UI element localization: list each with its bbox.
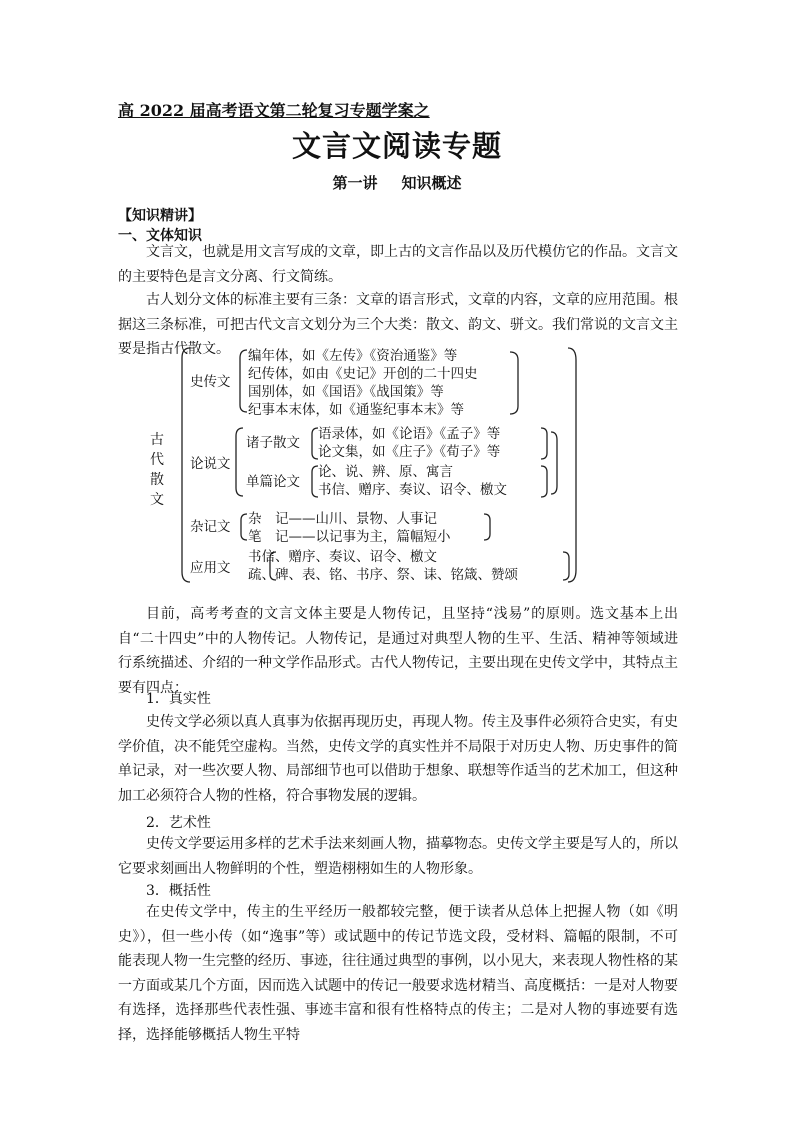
paragraph: 史传文学必须以真人真事为依据再现历史，再现人物。传主及事件必须符合史实，有史学价值，决不能凭空虚构。当然，史传文学的真实性并不局限于对历史人物、历史事件的简单记录，对一些次要人物、局部细节也可以借助于想象、联想等作适当的艺术加工，但这种加工必须符合人物的性格，符合事物发展的逻辑。 <box>118 714 678 804</box>
point-title: 1．真实性 <box>146 691 211 707</box>
tree-item: 编年体，如《左传》《资治通鉴》等 <box>248 348 458 364</box>
paragraph: 在史传文学中，传主的生平经历一般都较完整，便于读者从总体上把握人物（如《明史》），但一些小传（如“逸事”等）或试题中的传记节选文段，受材料、篇幅的限制，不可能表现人物一生完整的经历、事迹，往往通过典型的事例，以小见大，来表现人物性格的某一方面或某几个方面，因而选入试题中的传记一般要求选材精当、高度概括：一是对人物要有选择，选择那些代表性强、事迹丰富和很有性格特点的传主；二是对人物的事迹要有选择，选择能够概括人物生平特 <box>118 904 678 1043</box>
paragraph: 目前，高考考查的文言文体主要是人物传记，且坚持“浅易”的原则。选文基本上出自“二十四史”中的人物传记。人物传记，是通过对典型人物的生平、生活、精神等领域进行系统描述、介绍的一种文学作品形式。古代人物传记，主要出现在史传文学中，其特点主要有四点： <box>118 606 678 696</box>
paragraph: 文言文，也就是用文言写成的文章，即上古的文言作品以及历代模仿它的作品。文言文的主要特色是言文分离、行文简练。 <box>118 244 678 285</box>
tree-subgroup-label: 单篇论文 <box>246 474 300 490</box>
lecture-number: 第一讲 <box>332 174 378 192</box>
tree-item: 纪传体，如由《史记》开创的二十四史 <box>248 366 478 382</box>
tree-group-label: 应用文 <box>190 560 231 576</box>
tree-item: 论文集，如《庄子》《荀子》等 <box>318 444 501 460</box>
paragraph: 古人划分文体的标准主要有三条：文章的语言形式，文章的内容，文章的应用范围。根据这三条标准，可把古代文言文划分为三个大类：散文、韵文、骈文。我们常说的文言文主要是指古代散文。 <box>118 292 678 357</box>
tree-item: 语录体，如《论语》《孟子》等 <box>318 426 501 442</box>
section-tag: 【知识精讲】 <box>118 208 202 224</box>
tree-item: 论、说、辨、原、寓言 <box>318 464 453 480</box>
point-title: 2．艺术性 <box>146 815 211 831</box>
tree-item: 纪事本末体，如《通鉴纪事本末》等 <box>248 402 464 418</box>
series-title: 高 2022 届高考语文第二轮复习专题学案之 <box>118 101 430 120</box>
tree-group-label: 杂记文 <box>190 519 231 535</box>
tree-item: 书信、赠序、奏议、诏令、檄文 <box>318 482 507 498</box>
tree-item: 国别体，如《国语》《战国策》等 <box>248 384 444 400</box>
tree-item: 笔 记——以记事为主，篇幅短小 <box>248 529 451 545</box>
tree-item: 书信、赠序、奏议、诏令、檄文 <box>248 549 437 565</box>
tree-item: 杂 记——山川、景物、人事记 <box>248 511 437 527</box>
tree-group-label: 史传文 <box>190 374 231 390</box>
section-heading: 一、文体知识 <box>118 228 202 244</box>
lecture-name: 知识概述 <box>401 174 462 192</box>
tree-root-label: 古代散文 <box>150 432 164 508</box>
tree-item: 疏、碑、表、铭、书序、祭、诔、铭箴、赞颂 <box>248 567 518 583</box>
tree-subgroup-label: 诸子散文 <box>246 435 300 451</box>
page-title: 文言文阅读专题 <box>291 129 502 163</box>
paragraph: 史传文学要运用多样的艺术手法来刻画人物，描摹物态。史传文学主要是写人的，所以它要求刻画出人物鲜明的个性，塑造栩栩如生的人物形象。 <box>118 836 678 877</box>
point-title: 3．概括性 <box>146 883 211 899</box>
tree-group-label: 论说文 <box>190 456 231 472</box>
